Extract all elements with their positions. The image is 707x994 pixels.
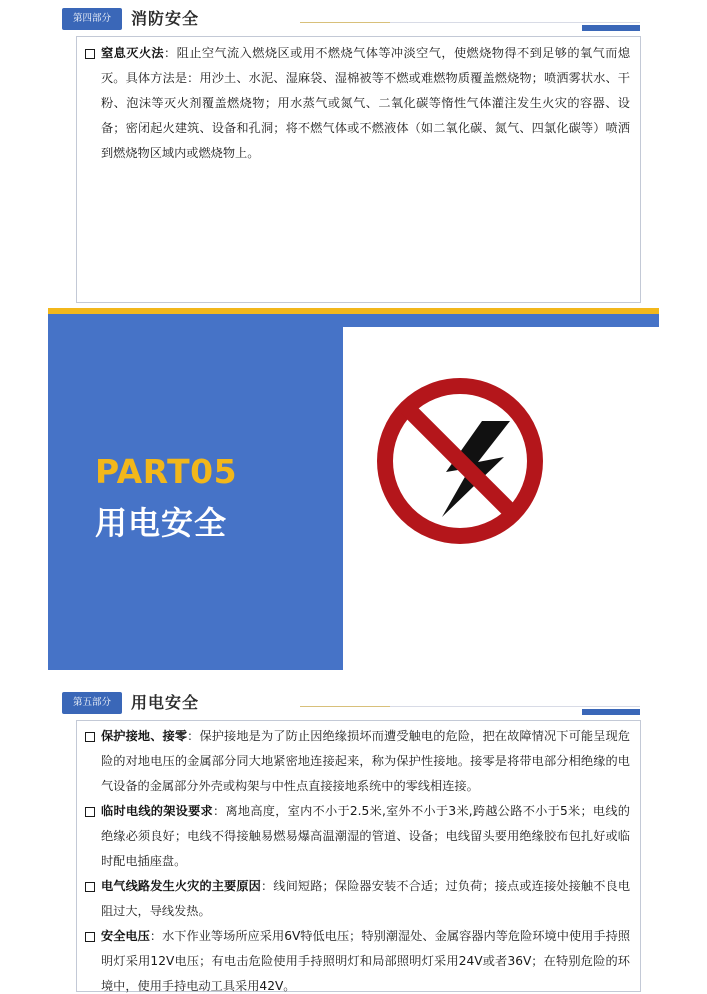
list-item bbox=[85, 874, 630, 924]
list-item bbox=[85, 724, 630, 799]
section-4-divider bbox=[300, 22, 640, 23]
item-text: ：阻止空气流入燃烧区或用不燃烧气体等冲淡空气，使燃烧物得不到足够的氧气而熄灭。具体方法是：用沙土、水泥、湿麻袋、湿棉被等不燃或难燃物质覆盖燃烧物；喷洒雾状水、干粉、泡沫等灭火剂覆盖燃烧物；用水蒸气或氮气、二氧化碳等惰性气体灌注发生火灾的容器、设备；密闭起火建筑、设备和孔洞；将不燃气体或不燃液体（如二氧化碳、氮气、四氯化碳等）喷洒到燃烧物区域内或燃烧物上。 bbox=[101, 46, 631, 160]
checkbox-bullet-icon bbox=[85, 882, 95, 892]
section-4-title: 消防安全 bbox=[131, 9, 200, 28]
checkbox-bullet-icon bbox=[85, 932, 95, 942]
section-5-header bbox=[62, 689, 640, 717]
section-4-tag: 第四部分 bbox=[62, 8, 122, 30]
item-label: 保护接地、接零 bbox=[101, 729, 188, 743]
item-text: ：保护接地是为了防止因绝缘损坏而遭受触电的危险，把在故障情况下可能呈现危险的对地电压的金属部分同大地紧密地连接起来，称为保护性接地。接零是将带电部分相绝缘的电气设备的金属部分外壳或构架与中性点直接接地系统中的零线相连接。 bbox=[101, 729, 631, 793]
section-4-header bbox=[62, 5, 640, 33]
section-5-content bbox=[76, 720, 641, 992]
part-number: PART05 bbox=[95, 452, 238, 491]
checkbox-bullet-icon bbox=[85, 807, 95, 817]
item-text: ：离地高度，室内不小于2.5米,室外不小于3米,跨越公路不小于5米；电线的绝缘必须良好；电线不得接触易燃易爆高温潮湿的管道、设备；电线留头要用绝缘胶布包扎好或临时配电插座盘。 bbox=[101, 804, 630, 868]
banner-blue-panel bbox=[48, 314, 343, 670]
item-label: 安全电压 bbox=[101, 929, 150, 943]
item-text: ：水下作业等场所应采用6V特低电压；特别潮湿处、金属容器内等危险环境中使用手持照明灯采用12V电压；有电击危险使用手持照明灯和局部照明灯采用24V或者36V；在特别危险的环境中，使用手持电动工具采用42V。 bbox=[101, 929, 631, 993]
section-4-content bbox=[76, 36, 641, 303]
section-5-accent-bar bbox=[582, 709, 640, 715]
checkbox-bullet-icon bbox=[85, 732, 95, 742]
part-banner bbox=[48, 308, 659, 670]
checkbox-bullet-icon bbox=[85, 49, 95, 59]
part-title: 用电安全 bbox=[95, 504, 228, 542]
section-5-divider bbox=[300, 706, 640, 707]
section-4-accent-bar bbox=[582, 25, 640, 31]
item-text: ：线间短路；保险器安装不合适；过负荷；接点或连接处接触不良电阻过大，导线发热。 bbox=[101, 879, 631, 918]
no-electricity-sign-icon bbox=[376, 377, 544, 545]
banner-blue-strip bbox=[343, 314, 659, 327]
item-label: 窒息灭火法 bbox=[101, 46, 165, 60]
section-5-title: 用电安全 bbox=[131, 693, 200, 712]
list-item bbox=[85, 924, 630, 994]
list-item bbox=[85, 41, 630, 166]
section-5-tag: 第五部分 bbox=[62, 692, 122, 714]
list-item bbox=[85, 799, 630, 874]
item-label: 电气线路发生火灾的主要原因 bbox=[101, 879, 261, 893]
item-label: 临时电线的架设要求 bbox=[101, 804, 213, 818]
